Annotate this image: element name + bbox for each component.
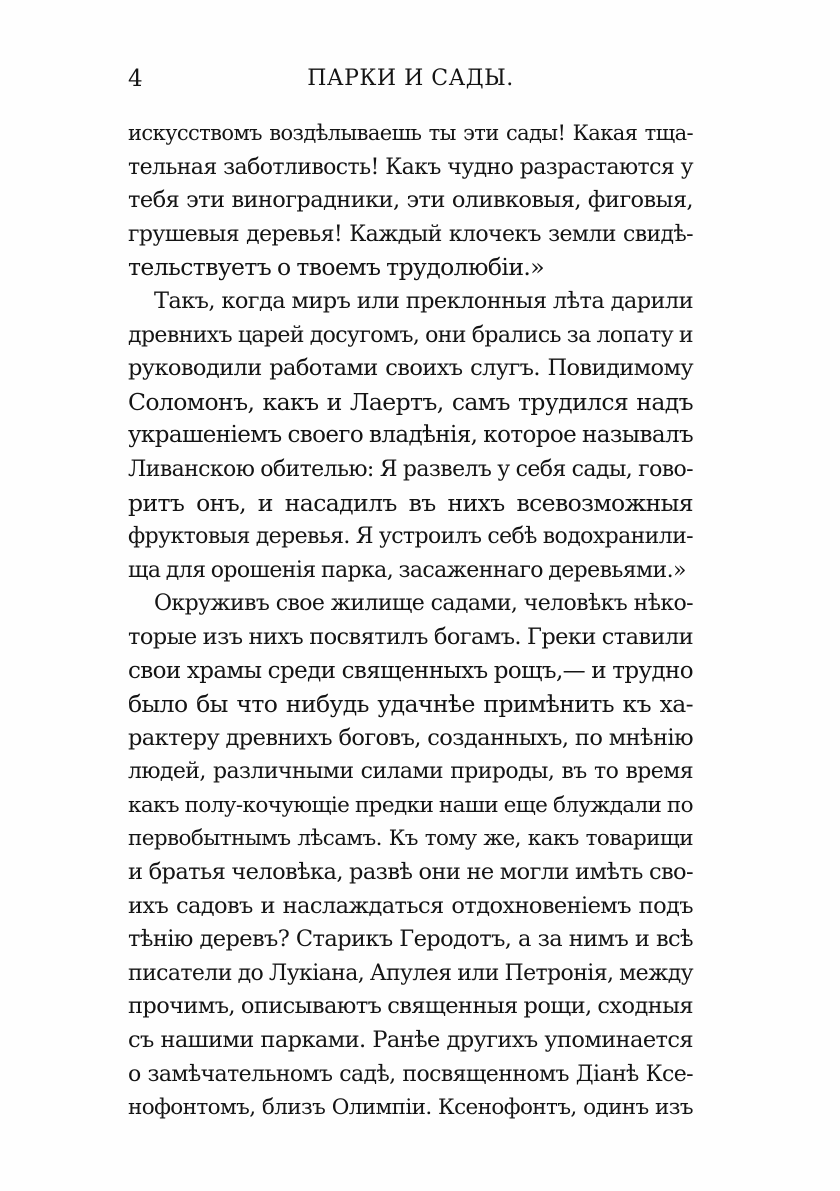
text-line: Ливанскою обителью: Я развелъ у себя сады, гово- [128, 456, 693, 482]
text-line: и братья человѣка, развѣ они не могли имѣть сво- [128, 859, 693, 886]
text-line: украшеніемъ своего владѣнія, которое называлъ [128, 422, 693, 449]
text-line: рактеру древнихъ боговъ, созданныхъ, по мнѣнію [128, 724, 693, 751]
text-line: прочимъ, описываютъ священныя рощи, сходныя [128, 993, 693, 1020]
text-line: тебя эти виноградники, эти оливковыя, фиговыя, [128, 187, 693, 214]
text-line: какъ полу-кочующіе предки наши еще блуждали по [128, 792, 693, 818]
text-line: торые изъ нихъ посвятилъ богамъ. Греки ставили [128, 623, 693, 650]
text-line: Окруживъ свое жилище садами, человѣкъ нѣко- [154, 591, 693, 617]
text-line: искусствомъ воздѣлываешь ты эти сады! Какая тща- [128, 121, 693, 145]
body-text [128, 117, 693, 1125]
text-line: Такъ, когда миръ или преклонныя лѣта дарили [154, 287, 693, 314]
text-line: свои храмы среди священныхъ рощъ,— и трудно [128, 657, 693, 684]
text-line: было бы что нибудь удачнѣе примѣнить къ ха- [128, 690, 693, 719]
page-number: 4 [128, 66, 143, 92]
text-line: писатели до Лукіана, Апулея или Петронія, между [128, 960, 693, 986]
text-line: тѣнію деревъ? Старикъ Геродотъ, а за нимъ и всѣ [128, 926, 693, 953]
text-line: съ нашими парками. Ранѣе другихъ упоминается [128, 1027, 693, 1054]
text-line: древнихъ царей досугомъ, они брались за лопату и [128, 322, 693, 348]
text-line: первобытнымъ лѣсамъ. Къ тому же, какъ товарищи [128, 826, 693, 852]
text-line: Соломонъ, какъ и Лаертъ, самъ трудился надъ [128, 387, 693, 416]
text-line: фруктовыя деревья. Я устроилъ себѣ водохранили- [128, 524, 693, 550]
text-line: ритъ онъ, и насадилъ въ нихъ всевозможныя [128, 488, 693, 517]
text-line: грушевыя деревья! Каждый клочекъ земли свидѣ- [128, 221, 693, 247]
text-line: нофонтомъ, близъ Олимпіи. Ксенофонтъ, одинъ изъ [128, 1095, 693, 1121]
page-header [128, 66, 693, 106]
text-line: тельствуетъ о твоемъ трудолюбіи.» [128, 253, 545, 282]
running-title: ПАРКИ И САДЫ. [307, 66, 514, 91]
text-line: ихъ садовъ и наслаждаться отдохновеніемъ подъ [128, 892, 693, 919]
text-line: руководили работами своихъ слугъ. Повидимому [128, 355, 693, 382]
text-line: ща для орошенія парка, засаженнаго деревьями.» [128, 557, 686, 583]
text-line: тельная заботливость! Какъ чудно разрастаются у [128, 154, 693, 180]
text-line: людей, различными силами природы, въ то время [128, 759, 693, 785]
text-line: о замѣчательномъ садѣ, посвященномъ Діанѣ Ксе- [128, 1061, 693, 1087]
